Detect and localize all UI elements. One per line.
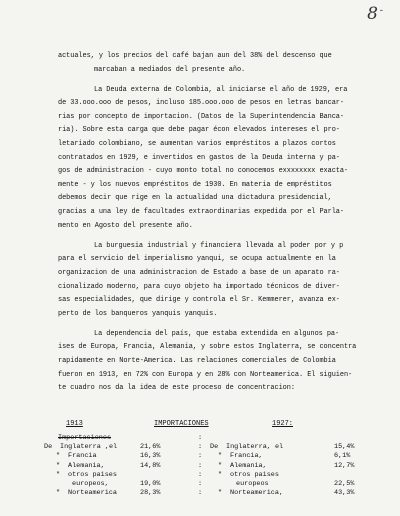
table-row	[58, 489, 376, 498]
right-value: 22,5%	[334, 479, 355, 488]
separator: :	[198, 452, 203, 461]
table-row	[44, 443, 376, 452]
left-value: 28,3%	[140, 489, 161, 498]
page-number-suffix: -	[378, 6, 384, 16]
separator: :	[198, 443, 203, 452]
right-label: Francia,	[230, 452, 263, 461]
right-label: Norteamerica,	[230, 489, 284, 498]
paragraph-line: La Deuda externa de Colombia, al iniciarse el año de 1929, era	[94, 85, 348, 94]
left-value: 16,3%	[140, 452, 161, 461]
paragraph-line: perto de los banqueros yanquis yanquis.	[58, 309, 218, 318]
left-label: Importaciones	[58, 434, 112, 442]
paragraph-line: rias por concepto de importacion. (Datos de la Superintendencia Banca-	[58, 112, 344, 121]
paragraph-line: debemos decir que rige en la actualidad una dictadura presidencial,	[58, 194, 332, 203]
paragraph-line: contratados en 1929, e invertidos en gastos de la Deuda interna y pa-	[58, 153, 340, 162]
paragraph-line: La burguesia industrial y financiera llevada al poder por y p	[94, 241, 344, 250]
paragraph-line: rapidamente en Norte-America. Las relaciones comerciales de Colombia	[58, 356, 336, 365]
left-value: 14,8%	[140, 461, 161, 470]
table-row	[58, 480, 376, 489]
body-text	[58, 50, 376, 396]
left-prefix: "	[56, 470, 61, 479]
left-prefix: "	[56, 452, 61, 461]
paragraph-line: para el servicio del imperialismo yanqui, se ocupa actualmente en la	[58, 255, 336, 264]
table-year-left: 1913	[66, 420, 83, 428]
paragraph-line: La dependencia del país, que estaba extendida en algunos pa-	[94, 329, 340, 338]
table-heading	[58, 420, 376, 432]
right-prefix: "	[218, 452, 223, 461]
right-prefix: "	[218, 489, 223, 498]
separator: :	[198, 489, 203, 498]
separator: :	[198, 479, 203, 488]
right-prefix: "	[218, 461, 223, 470]
left-label: Francia	[68, 452, 97, 461]
separator: :	[198, 461, 203, 470]
left-label: Norteamerica	[68, 489, 117, 498]
left-prefix: De	[44, 443, 53, 452]
right-prefix: De	[210, 443, 219, 452]
paragraph-line: gos de administracion - cuyo monto total no conocemos exxxxxxxx exacta-	[58, 167, 349, 176]
page-number: 8	[367, 4, 378, 24]
left-value: 19,0%	[140, 479, 161, 488]
separator: :	[198, 470, 203, 479]
left-value: 21,6%	[140, 443, 161, 452]
table-row	[58, 462, 376, 471]
paragraph-line: ises de Europa, Francia, Alemania, y sobre estos Inglaterra, se concentra	[58, 343, 357, 352]
paragraph-line: te cuadro nos da la idea de este proceso de concentracion:	[58, 384, 295, 393]
right-label: Alemania,	[230, 461, 267, 470]
paragraph-line: sas especialidades, que dirige y controla el Sr. Kemmerer, avanza ex-	[58, 296, 340, 305]
right-value: 6,1%	[334, 452, 351, 461]
left-label: Inglaterra ,el	[60, 443, 118, 452]
paragraph-line: de 33.ooo.ooo de pesos, incluso 185.ooo.ooo de pesos en letras bancar-	[58, 99, 344, 108]
paragraph-line: letariado colombiano, se aumentan varios empréstitos a plazos cortos	[58, 140, 336, 149]
right-label: otros paises	[230, 470, 279, 479]
right-value: 43,3%	[334, 489, 355, 498]
table-row	[58, 452, 376, 461]
paragraph-line: gracias a una ley de facultades extraordinarias expedida por el Parla-	[58, 208, 344, 217]
left-prefix: "	[56, 489, 61, 498]
left-label: Alemania,	[68, 461, 105, 470]
table-year-right: 1927:	[272, 420, 294, 428]
table-row	[58, 471, 376, 480]
left-label: europeos,	[72, 479, 109, 488]
right-label: Inglaterra, el	[226, 443, 284, 452]
left-label: otros paises	[68, 470, 117, 479]
imports-table	[44, 434, 376, 498]
paragraph-line: actuales, y los precios del café bajan aun del 38% del descenso que	[58, 52, 332, 60]
paragraph-line: ria). Sobre esta carga que debe pagar écon elevados intereses el pro-	[58, 126, 340, 135]
paragraph-line: mente - y los nuevos empréstitos de 1930. En materia de empréstitos	[58, 180, 332, 189]
paragraph-line: mento en Agosto del presente año.	[58, 221, 193, 230]
table-row	[58, 434, 376, 443]
paragraph-line: cionalizado moderno, para cuyo objeto ha importado técnicos de diver-	[58, 282, 340, 291]
separator: :	[198, 434, 203, 442]
right-prefix: "	[218, 470, 223, 479]
right-label: europeos	[236, 479, 269, 488]
left-prefix: "	[56, 461, 61, 470]
right-value: 15,4%	[334, 443, 355, 452]
paragraph-line: fueron en 1913, en 72% con Europa y en 28% con Norteamerica. El siguien-	[58, 370, 353, 379]
paragraph-line: marcaban a mediados del presente año.	[94, 65, 246, 74]
right-value: 12,7%	[334, 461, 355, 470]
paragraph-line: organizacion de una administracion de Estado a base de un aparato ra-	[58, 268, 340, 277]
table-title: IMPORTACIONES	[154, 420, 209, 428]
